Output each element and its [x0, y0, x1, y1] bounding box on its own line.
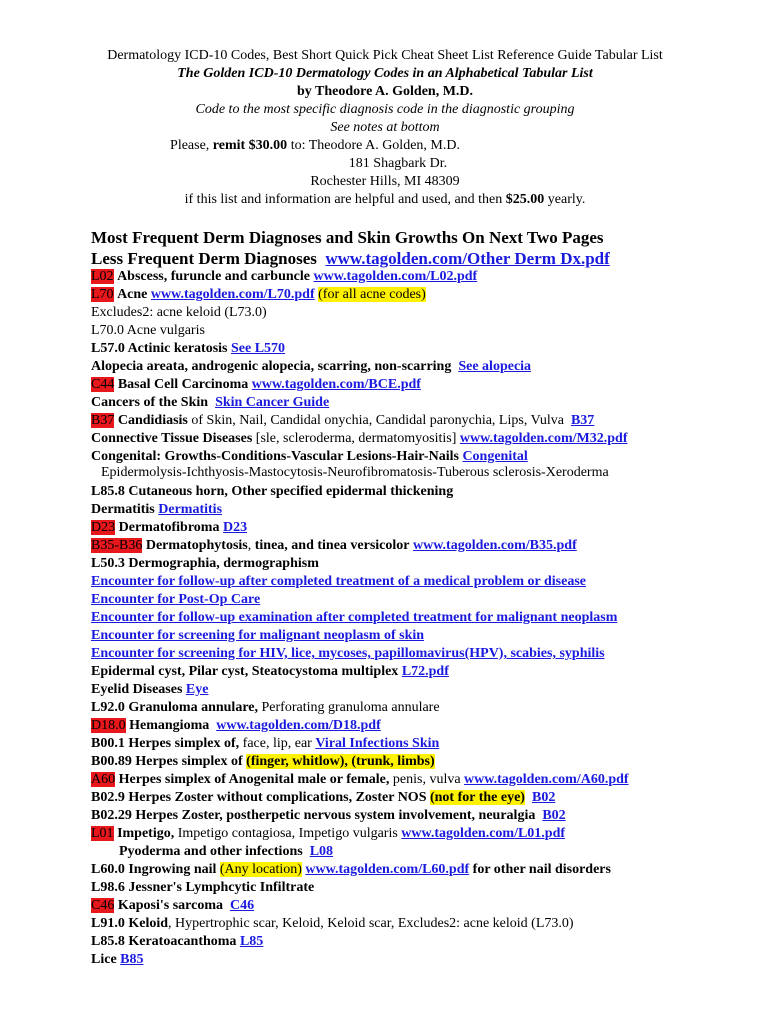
heading-most-frequent: Most Frequent Derm Diagnoses and Skin Growths On Next Two Pages	[91, 228, 604, 247]
encounter-link[interactable]: Encounter for screening for HIV, lice, mycoses, papillomavirus(HPV), scabies, syphilis	[91, 646, 605, 661]
entry-l503: L50.3 Dermographia, dermographism	[91, 556, 319, 571]
entry-bold: Dermatophytosis	[145, 538, 248, 553]
entry-enc2	[91, 591, 260, 609]
entry-link[interactable]: Viral Infections Skin	[315, 736, 440, 751]
entry-enc5	[91, 645, 605, 663]
code-badge: L02	[91, 269, 114, 284]
entry-congenital-sub: Epidermolysis-Ichthyosis-Mastocytosis-Neurofibromatosis-Tuberous sclerosis-Xeroderma	[101, 465, 609, 480]
entry-text: Lice	[91, 952, 117, 967]
entry-link[interactable]: www.tagolden.com/L70.pdf	[150, 287, 315, 302]
entry-link[interactable]: D23	[222, 520, 248, 535]
entry-bold: L91.0 Keloid	[91, 916, 169, 931]
doc-subtitle: The Golden ICD-10 Dermatology Codes in an Alphabetical Tabular List	[177, 66, 593, 81]
code-badge: D23	[91, 520, 116, 535]
entry-text: [sle, scleroderma, dermatomyositis]	[255, 431, 457, 446]
entry-link[interactable]: L72.pdf	[401, 664, 449, 679]
entry-l600	[91, 861, 611, 879]
yearly-post: yearly.	[547, 192, 586, 207]
entry-b35: B35-B36 Dermatophytosis, tinea, and tinea versicolor www.tagolden.com/B35.pdf	[91, 538, 577, 553]
entry-l910	[91, 915, 574, 933]
entry-bold: Connective Tissue Diseases	[91, 431, 253, 446]
entry-bold: B02.9 Herpes Zoster without complications, Zoster NOS	[91, 790, 427, 805]
entry-text: Cancers of the Skin	[91, 395, 209, 410]
code-badge: L70	[91, 287, 114, 302]
entry-link[interactable]: L08	[309, 844, 334, 859]
entry-b0229	[91, 807, 566, 825]
entry-d180	[91, 717, 381, 735]
entry-link[interactable]: See alopecia	[458, 359, 532, 374]
entry-l700: L70.0 Acne vulgaris	[91, 323, 205, 338]
code-badge: A60	[91, 772, 116, 787]
entry-l570	[91, 340, 285, 358]
code-badge: D18.0	[91, 718, 126, 733]
entry-text: Epidermal cyst, Pilar cyst, Steatocystoma multiplex	[91, 664, 399, 679]
entry-link[interactable]: www.tagolden.com/L60.pdf	[305, 862, 470, 877]
entry-l920	[91, 699, 440, 717]
yearly-line	[0, 191, 770, 209]
remit-pre: Please,	[170, 138, 210, 153]
entry-text: Acne	[117, 287, 148, 302]
entry-bold: Pyoderma and other infections	[119, 844, 303, 859]
less-frequent-link[interactable]: www.tagolden.com/Other Derm Dx.pdf	[325, 249, 610, 268]
entry-text: L85.8 Keratoacanthoma	[91, 934, 237, 949]
entry-dermatitis	[91, 501, 222, 519]
entry-bold: Impetigo,	[117, 826, 175, 841]
entry-excludes: Excludes2: acne keloid (L73.0)	[91, 305, 267, 320]
entry-alopecia	[91, 358, 531, 376]
entry-keratoacanthoma	[91, 933, 263, 951]
doc-instruction: Code to the most specific diagnosis code in the diagnostic grouping	[195, 102, 575, 117]
entry-text: Abscess, furuncle and carbuncle	[117, 269, 310, 284]
entry-note: (finger, whitlow), (trunk, limbs)	[246, 754, 435, 769]
entry-link[interactable]: C46	[229, 898, 255, 913]
entry-eyelid	[91, 681, 208, 699]
code-badge: B37	[91, 413, 115, 428]
entry-link[interactable]: Congenital	[462, 449, 528, 464]
entry-enc1	[91, 573, 586, 591]
entry-link[interactable]: B02	[531, 790, 556, 805]
entry-note: (Any location)	[219, 862, 302, 877]
entry-link[interactable]: B02	[542, 808, 566, 823]
entry-link[interactable]: Skin Cancer Guide	[215, 395, 330, 410]
entry-link[interactable]: www.tagolden.com/L01.pdf	[401, 826, 566, 841]
address-street: 181 Shagbark Dr.	[348, 156, 448, 171]
entry-cancers	[91, 394, 329, 412]
entry-link[interactable]: www.tagolden.com/BCE.pdf	[251, 377, 421, 392]
entry-note: (not for the eye)	[429, 790, 525, 805]
entry-text: Dermatofibroma	[118, 520, 220, 535]
entry-l858: L85.8 Cutaneous horn, Other specified epidermal thickening	[91, 484, 454, 499]
entry-text: tinea, and tinea versicolor	[254, 538, 410, 553]
doc-author: by Theodore A. Golden, M.D.	[296, 84, 474, 99]
entry-text: Basal Cell Carcinoma	[117, 377, 249, 392]
entry-text: Impetigo contagiosa, Impetigo vulgaris	[177, 826, 398, 841]
yearly-amount: $25.00	[505, 192, 545, 207]
doc-title: Dermatology ICD-10 Codes, Best Short Quick Pick Cheat Sheet List Reference Guide Tabular List	[107, 48, 663, 63]
entry-b0089	[91, 753, 435, 771]
entry-l01	[91, 825, 565, 843]
entry-enc4	[91, 627, 424, 645]
entry-l70	[91, 286, 426, 304]
entry-text: penis, vulva	[392, 772, 461, 787]
entry-b37	[91, 412, 594, 430]
entry-link[interactable]: www.tagolden.com/L02.pdf	[313, 269, 478, 284]
entry-link[interactable]: B85	[120, 952, 144, 967]
entry-link[interactable]: B37	[570, 413, 595, 428]
entry-text: Hemangioma	[129, 718, 210, 733]
entry-bold: L60.0 Ingrowing nail	[91, 862, 217, 877]
entry-link[interactable]: www.tagolden.com/A60.pdf	[464, 772, 629, 787]
entry-text: Kaposi's sarcoma	[117, 898, 223, 913]
entry-link[interactable]: www.tagolden.com/D18.pdf	[216, 718, 381, 733]
entry-bold: B00.1 Herpes simplex of,	[91, 736, 240, 751]
entry-text: L57.0 Actinic keratosis	[91, 341, 228, 356]
entry-bold: Candidiasis	[117, 413, 188, 428]
entry-c46	[91, 897, 254, 915]
encounter-link[interactable]: Encounter for screening for malignant neoplasm of skin	[91, 628, 425, 643]
entry-text: Eyelid Diseases	[91, 682, 183, 697]
yearly-pre: if this list and information are helpful and used, and then	[184, 192, 503, 207]
entry-l08	[119, 843, 333, 861]
entry-l02	[91, 268, 477, 286]
encounter-link[interactable]: Encounter for follow-up examination after completed treatment for malignant neoplasm	[91, 610, 618, 625]
less-frequent-label: Less Frequent Derm Diagnoses	[91, 249, 317, 268]
entry-text: Alopecia areata, androgenic alopecia, scarring, non-scarring	[91, 359, 452, 374]
entry-tail: for other nail disorders	[472, 862, 611, 877]
entry-bold: Congenital: Growths-Conditions-Vascular Lesions-Hair-Nails	[91, 449, 459, 464]
entry-bold: B02.29 Herpes Zoster, postherpetic nervous system involvement, neuralgia	[91, 808, 536, 823]
entry-bold: Herpes simplex of Anogenital male or female,	[118, 772, 390, 787]
remit-amount: remit $30.00	[212, 138, 288, 153]
entry-link[interactable]: L85	[239, 934, 264, 949]
entry-b029	[91, 789, 555, 807]
doc-notes-ref: See notes at bottom	[330, 120, 440, 135]
code-badge: C44	[91, 377, 115, 392]
code-badge: B35-B36	[91, 538, 143, 553]
heading-less-frequent	[91, 248, 610, 269]
code-badge: C46	[91, 898, 115, 913]
entry-text: Dermatitis	[91, 502, 155, 517]
entry-text: Perforating granuloma annulare	[261, 700, 440, 715]
entry-d23	[91, 519, 247, 537]
entry-c44	[91, 376, 421, 394]
entry-b001	[91, 735, 439, 753]
entry-text: of Skin, Nail, Candidal onychia, Candidal paronychia, Lips, Vulva	[191, 413, 564, 428]
entry-link[interactable]: See L570	[231, 341, 286, 356]
entry-link[interactable]: Dermatitis	[158, 502, 223, 517]
entry-cyst	[91, 663, 449, 681]
address-city: Rochester Hills, MI 48309	[310, 174, 460, 189]
entry-enc3	[91, 609, 617, 627]
entry-note: (for all acne codes)	[318, 287, 426, 302]
code-badge: L01	[91, 826, 114, 841]
entry-lice	[91, 951, 144, 969]
entry-link[interactable]: www.tagolden.com/M32.pdf	[459, 431, 628, 446]
entry-ctd	[91, 430, 628, 448]
remit-post: to: Theodore A. Golden, M.D.	[290, 138, 460, 153]
entry-link[interactable]: www.tagolden.com/B35.pdf	[413, 538, 577, 553]
entry-text: face, lip, ear	[242, 736, 312, 751]
entry-bold: L92.0 Granuloma annulare,	[91, 700, 258, 715]
encounter-link[interactable]: Encounter for Post-Op Care	[91, 592, 261, 607]
entry-l986: L98.6 Jessner's Lymphcytic Infiltrate	[91, 880, 315, 895]
encounter-link[interactable]: Encounter for follow-up after completed treatment of a medical problem or disease	[91, 574, 586, 589]
entry-text: , Hypertrophic scar, Keloid, Keloid scar, Excludes2: acne keloid (L73.0)	[168, 916, 574, 931]
entry-link[interactable]: Eye	[185, 682, 209, 697]
remit-line	[0, 137, 630, 155]
entry-bold: B00.89 Herpes simplex of	[91, 754, 243, 769]
entry-a60	[91, 771, 629, 789]
